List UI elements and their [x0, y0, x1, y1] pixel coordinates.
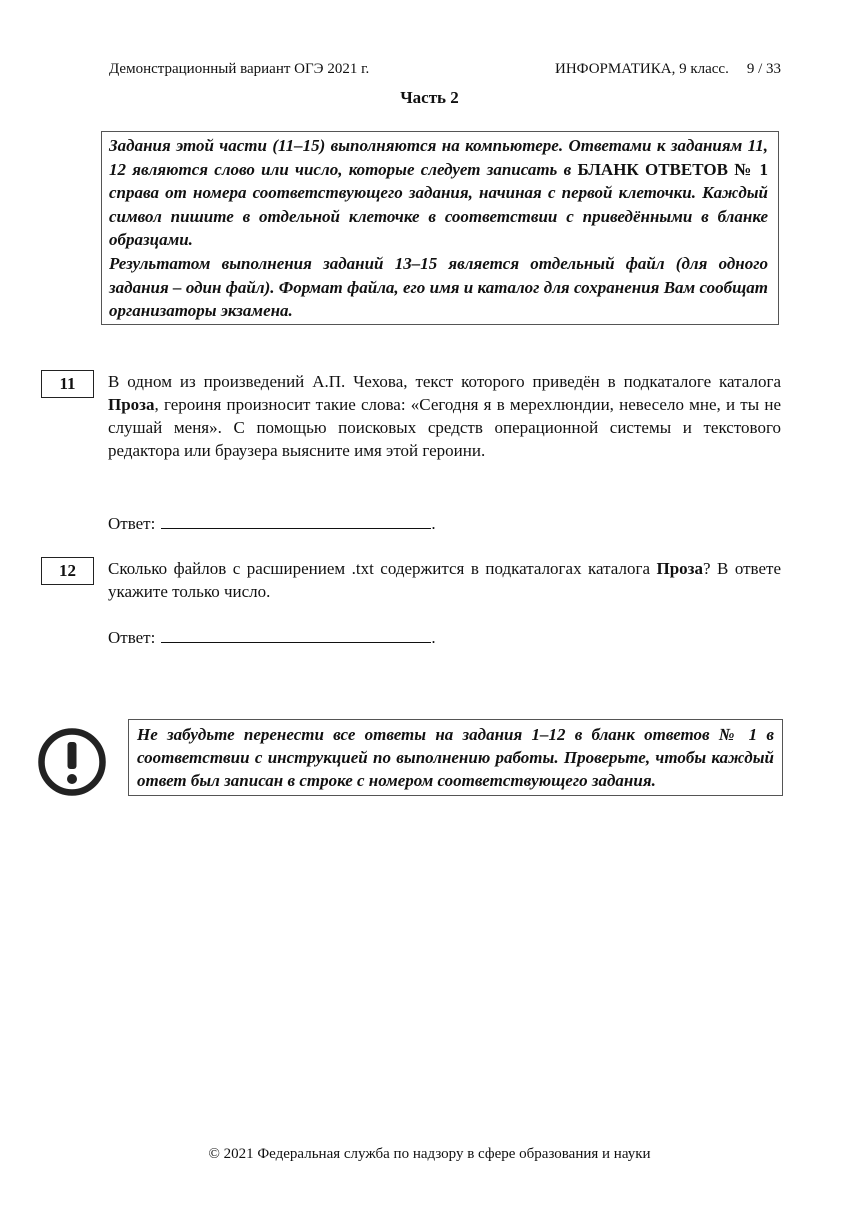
- answer-period: .: [431, 628, 436, 647]
- header-subject-label: ИНФОРМАТИКА, 9 класс.: [555, 61, 729, 77]
- instructions-paragraph-1: [109, 134, 768, 252]
- answer-sheet-label: БЛАНК ОТВЕТОВ № 1: [577, 159, 768, 179]
- reminder-box: [128, 719, 783, 796]
- question-12-text-a: Сколько файлов с расширением .txt содержится в подкаталогах каталога: [108, 559, 657, 578]
- answer-label: Ответ:: [108, 628, 156, 647]
- header-subject: [555, 61, 781, 78]
- question-11-text-a: В одном из произведений А.П. Чехова, текст которого приведён в подкаталоге каталога: [108, 372, 781, 391]
- footer-copyright: © 2021 Федеральная служба по надзору в сфере образования и науки: [208, 1146, 651, 1162]
- question-12-text: [108, 557, 781, 603]
- instructions-text-b: справа от номера соответствующего задания, начиная с первой клеточки. Каждый символ пишите в отдельной клеточке в соответствии с приведёнными в бланке образцами.: [109, 183, 768, 250]
- exclamation-icon: [36, 726, 108, 798]
- question-12-folder-name: Проза: [656, 559, 703, 578]
- instructions-box: [101, 131, 779, 325]
- question-number-12: 12: [41, 557, 94, 585]
- reminder-text: Не забудьте перенести все ответы на задания 1–12 в бланк ответов № 1 в соответствии с инструкцией по выполнению работы. Проверьте, чтобы каждый ответ был записан в строке с номером соответствующего задания.: [137, 725, 774, 791]
- instructions-text-a: Задания этой части (11–15) выполняются на компьютере. Ответами к заданиям 11, 12 являются слово или число, которые следует записать в: [109, 136, 768, 179]
- question-12-text-b: ? В ответе укажите только число.: [108, 559, 781, 601]
- question-11-text: [108, 370, 781, 462]
- question-11-folder-name: Проза: [108, 395, 155, 414]
- part-title: Часть 2: [400, 88, 459, 107]
- header-exam-title: Демонстрационный вариант ОГЭ 2021 г.: [109, 61, 370, 77]
- answer-line[interactable]: [161, 627, 431, 643]
- answer-label: Ответ:: [108, 514, 156, 533]
- answer-line[interactable]: [161, 513, 431, 529]
- page-number: 9 / 33: [746, 61, 781, 77]
- question-number-11: 11: [41, 370, 94, 398]
- question-11-answer: [108, 513, 436, 534]
- answer-period: .: [431, 514, 436, 533]
- question-11-text-b: , героиня произносит такие слова: «Сегодня я в мерехлюндии, невесело мне, и ты не слушай меня». С помощью поисковых средств операционной системы и текстового редактора или браузера выясните имя этой героини.: [108, 395, 781, 460]
- question-12-answer: [108, 627, 436, 648]
- instructions-paragraph-2: Результатом выполнения заданий 13–15 является отдельный файл (для одного задания – один файл). Формат файла, его имя и каталог для сохранения Вам сообщат организаторы экзамена.: [109, 253, 768, 321]
